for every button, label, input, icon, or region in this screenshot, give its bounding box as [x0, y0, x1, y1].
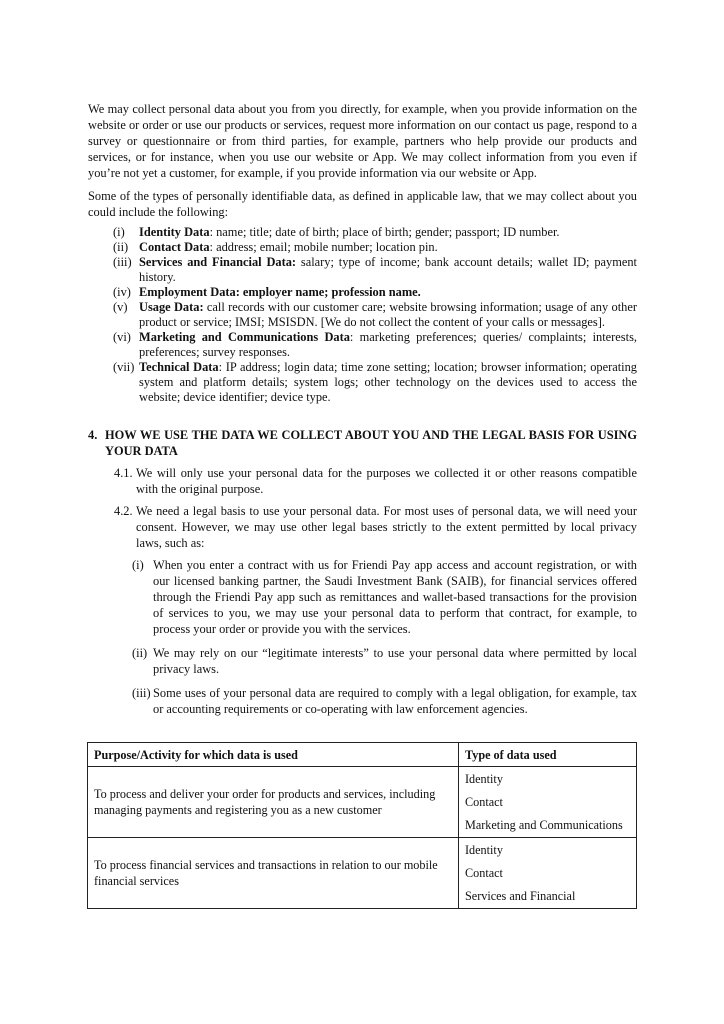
list-item-text: call records with our customer care; website browsing information; usage of any other product or service; IMSI; MSISDN. [We do not collect the content of your calls or messages].: [139, 300, 637, 329]
list-item-text: address; email; mobile number; location pin.: [216, 240, 438, 254]
types-cell: [459, 838, 637, 909]
section-heading: [88, 427, 637, 459]
clause-4-1: [88, 465, 637, 497]
types-cell: [459, 767, 637, 838]
purpose-cell: To process and deliver your order for products and services, including managing payments and registering you as a new customer: [88, 767, 459, 838]
data-type: Identity: [465, 843, 503, 857]
clause-4-2: [88, 503, 637, 551]
list-item-technical-data: [88, 360, 637, 405]
data-type: Contact: [465, 795, 503, 809]
list-item-separator: :: [349, 330, 360, 344]
list-item-label: Contact Data: [139, 240, 210, 254]
data-usage-table: [87, 742, 637, 909]
data-type: Services and Financial: [465, 889, 576, 903]
legal-basis-legitimate-interests: [88, 645, 637, 677]
data-type: Contact: [465, 866, 503, 880]
document-page: [88, 101, 637, 725]
list-item-text: salary; type of income; bank account details; wallet ID; payment history.: [139, 255, 637, 284]
list-number: (v): [113, 300, 128, 314]
list-item-separator: :: [218, 360, 226, 374]
list-item-text: Some uses of your personal data are required to comply with a legal obligation, for example, tax or accounting requirements or co-operating with law enforcement agencies.: [153, 686, 637, 716]
clause-text: We will only use your personal data for the purposes we collected it or other reasons compatible with the original purpose.: [136, 466, 637, 496]
list-item-text: IP address; login data; time zone setting; location; browser information; operating system and platform details; system logs; other technology on the devices used to access the website; device identifier; device type.: [139, 360, 637, 404]
legal-basis-contract: [88, 557, 637, 637]
list-item-text: marketing preferences; queries/ complaints; interests, preferences; survey responses.: [139, 330, 637, 359]
list-item-label: Employment Data: employer name; profession name.: [139, 285, 421, 299]
data-types-list: [88, 225, 637, 405]
purpose-cell: To process financial services and transactions in relation to our mobile financial services: [88, 838, 459, 909]
list-item-marketing-data: [88, 330, 637, 360]
list-item-contact-data: [88, 240, 637, 255]
list-number: (vi): [113, 330, 131, 344]
list-number: (i): [132, 558, 144, 572]
list-item-label: Identity Data: [139, 225, 210, 239]
legal-basis-legal-obligation: [88, 685, 637, 717]
section-heading-text: HOW WE USE THE DATA WE COLLECT ABOUT YOU AND THE LEGAL BASIS FOR USING YOUR DATA: [105, 428, 637, 458]
list-number: (ii): [113, 240, 129, 254]
list-item-text: We may rely on our “legitimate interests” to use your personal data where permitted by local privacy laws.: [153, 646, 637, 676]
data-type: Marketing and Communications: [465, 818, 623, 832]
list-number: (iii): [132, 686, 151, 700]
list-item-label: Marketing and Communications Data: [139, 330, 350, 344]
list-item-label: Technical Data: [139, 360, 219, 374]
clause-number: 4.1.: [114, 466, 133, 480]
list-item-identity-data: [88, 225, 637, 240]
list-item-separator: :: [209, 225, 217, 239]
list-item-label: Usage Data:: [139, 300, 204, 314]
column-header-purpose: Purpose/Activity for which data is used: [88, 743, 459, 767]
list-item-text: When you enter a contract with us for Friendi Pay app access and account registration, or with our licensed banking partner, the Saudi Investment Bank (SAIB), for financial services offered through the Friendi Pay app such as remittances and wallet-based transactions for the provision of services to you, we may use your personal data to perform that contract, for example, to process your order or provide you with the services.: [153, 558, 637, 636]
list-number: (i): [113, 225, 125, 239]
intro-paragraph-2: Some of the types of personally identifiable data, as defined in applicable law, that we may collect about you could include the following:: [88, 189, 637, 219]
list-number: (iv): [113, 285, 131, 299]
data-type: Identity: [465, 772, 503, 786]
table-row: [88, 767, 637, 838]
list-item-financial-data: [88, 255, 637, 285]
table-header-row: [88, 743, 637, 767]
list-item-separator: :: [209, 240, 217, 254]
clause-text: We need a legal basis to use your personal data. For most uses of personal data, we will need your consent. However, we may use other legal bases strictly to the extent permitted by local privacy laws, such as:: [136, 504, 637, 550]
list-number: (ii): [132, 646, 148, 660]
list-number: (vii): [113, 360, 135, 374]
legal-bases-list: [88, 557, 637, 717]
intro-paragraph-1: We may collect personal data about you from you directly, for example, when you provide information on the website or order or use our products or services, request more information on our contact us page, respond to a survey or questionnaire or from third parties, for example, partners who help provide our products and services, or for instance, when you use our website or App. We may collect information from you even if you’re not yet a customer, for example, if you provide information via our website or App.: [88, 102, 637, 180]
list-number: (iii): [113, 255, 132, 269]
section-number: 4.: [88, 428, 98, 442]
list-item-label: Services and Financial Data:: [139, 255, 297, 269]
column-header-type: Type of data used: [459, 743, 637, 767]
list-item-text: name; title; date of birth; place of birth; gender; passport; ID number.: [216, 225, 560, 239]
clause-number: 4.2.: [114, 504, 133, 518]
list-item-usage-data: [88, 300, 637, 330]
section-4: [88, 427, 637, 717]
table-row: [88, 838, 637, 909]
list-item-employment-data: [88, 285, 637, 300]
